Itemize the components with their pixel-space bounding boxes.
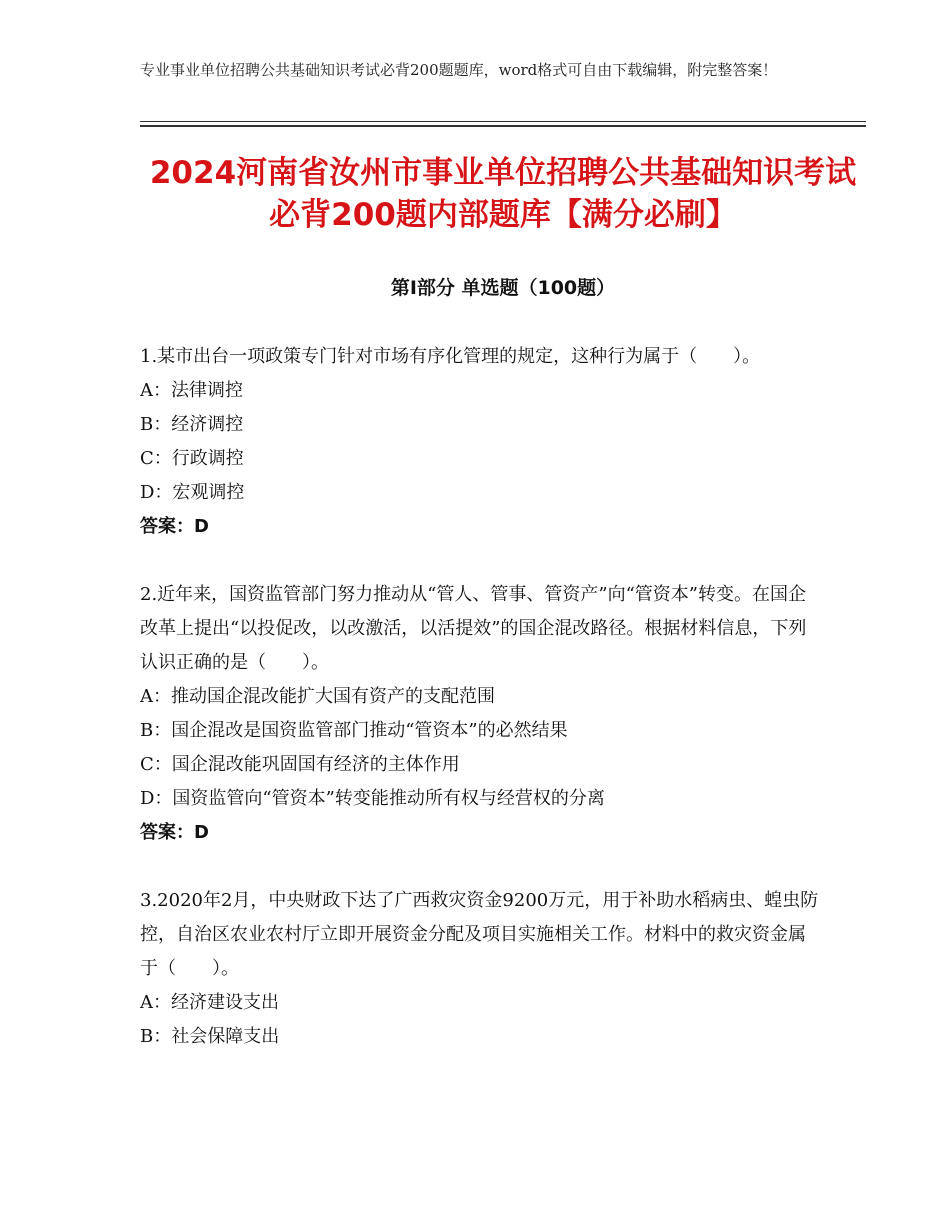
option-d: D：宏观调控 xyxy=(140,482,245,503)
option-b: B：经济调控 xyxy=(140,414,244,435)
question-text: 2.近年来，国资监管部门努力推动从“管人、管事、管资产”向“管资本”转变。在国企改革上提出“以投促改，以改激活，以活提效”的国企混改路径。根据材料信息，下列认识正确的是（ ）。 xyxy=(140,584,807,673)
question-2 xyxy=(140,578,820,850)
section-title: 第Ⅰ部分 单选题（100题） xyxy=(390,277,616,299)
header-rule-thin xyxy=(140,121,866,122)
option-b: B：国企混改是国资监管部门推动“管资本”的必然结果 xyxy=(140,720,568,741)
document-title: 2024河南省汝州市事业单位招聘公共基础知识考试必背200题内部题库【满分必刷】 xyxy=(149,155,857,233)
header-note: 专业事业单位招聘公共基础知识考试必背200题题库，word格式可自由下载编辑，附完整答案！ xyxy=(140,61,778,79)
option-a: A：法律调控 xyxy=(140,380,243,401)
option-b: B：社会保障支出 xyxy=(140,1026,280,1047)
option-a: A：推动国企混改能扩大国有资产的支配范围 xyxy=(140,686,495,707)
question-1 xyxy=(140,340,820,544)
question-text: 1.某市出台一项政策专门针对市场有序化管理的规定，这种行为属于（ ）。 xyxy=(140,346,761,367)
answer: 答案：D xyxy=(140,516,209,537)
question-list xyxy=(140,340,820,1088)
option-d: D：国资监管向“管资本”转变能推动所有权与经营权的分离 xyxy=(140,788,605,809)
option-c: C：国企混改能巩固国有经济的主体作用 xyxy=(140,754,460,775)
question-text: 3.2020年2月，中央财政下达了广西救灾资金9200万元，用于补助水稻病虫、蝗虫防控，自治区农业农村厅立即开展资金分配及项目实施相关工作。材料中的救灾资金属于（ ）。 xyxy=(140,890,819,979)
option-a: A：经济建设支出 xyxy=(140,992,279,1013)
header-rule-thick xyxy=(140,125,866,127)
option-c: C：行政调控 xyxy=(140,448,244,469)
answer: 答案：D xyxy=(140,822,209,843)
question-3 xyxy=(140,884,820,1054)
